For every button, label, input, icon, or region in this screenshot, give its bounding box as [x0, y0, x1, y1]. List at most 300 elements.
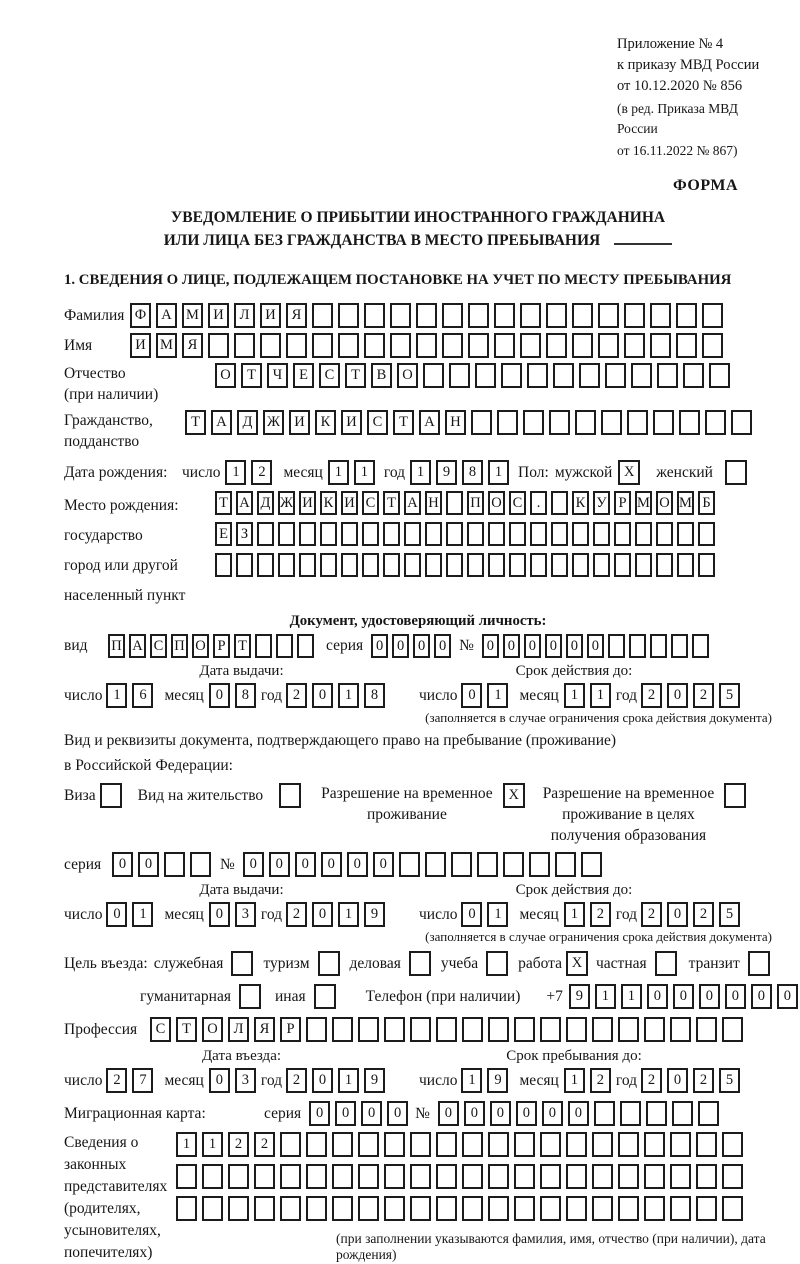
char-cell[interactable]	[176, 1164, 197, 1189]
char-cell[interactable]: 1	[564, 683, 585, 708]
purpose-sluzhebnaya-checkbox[interactable]	[231, 951, 253, 976]
char-cell[interactable]	[551, 491, 568, 515]
char-cell[interactable]: Ж	[278, 491, 295, 515]
char-cell[interactable]	[624, 333, 645, 358]
char-cell[interactable]	[709, 363, 730, 388]
char-cell[interactable]	[566, 1017, 587, 1042]
char-cell[interactable]	[594, 1101, 615, 1126]
residence-valid-year[interactable]	[641, 902, 745, 927]
char-cell[interactable]	[618, 1196, 639, 1221]
char-cell[interactable]	[332, 1196, 353, 1221]
char-cell[interactable]: Т	[185, 410, 206, 435]
char-cell[interactable]: М	[156, 333, 177, 358]
char-cell[interactable]: 2	[590, 1068, 611, 1093]
char-cell[interactable]	[631, 363, 652, 388]
char-cell[interactable]: Ф	[130, 303, 151, 328]
char-cell[interactable]: 1	[461, 1068, 482, 1093]
char-cell[interactable]	[592, 1132, 613, 1157]
char-cell[interactable]	[653, 410, 674, 435]
stay-year[interactable]	[641, 1068, 745, 1093]
char-cell[interactable]	[514, 1196, 535, 1221]
char-cell[interactable]	[592, 1164, 613, 1189]
char-cell[interactable]: 0	[438, 1101, 459, 1126]
birth-place-line1[interactable]	[215, 491, 719, 515]
char-cell[interactable]	[696, 1017, 717, 1042]
char-cell[interactable]: 2	[641, 683, 662, 708]
char-cell[interactable]: 9	[436, 460, 457, 485]
char-cell[interactable]	[644, 1017, 665, 1042]
char-cell[interactable]	[278, 553, 295, 577]
char-cell[interactable]	[286, 333, 307, 358]
char-cell[interactable]: 2	[106, 1068, 127, 1093]
char-cell[interactable]	[390, 333, 411, 358]
char-cell[interactable]	[202, 1164, 223, 1189]
char-cell[interactable]: И	[289, 410, 310, 435]
char-cell[interactable]	[468, 333, 489, 358]
char-cell[interactable]: И	[260, 303, 281, 328]
char-cell[interactable]: Д	[257, 491, 274, 515]
char-cell[interactable]: С	[150, 634, 167, 658]
char-cell[interactable]	[705, 410, 726, 435]
char-cell[interactable]	[384, 1132, 405, 1157]
char-cell[interactable]	[672, 1101, 693, 1126]
char-cell[interactable]: 0	[524, 634, 541, 658]
char-cell[interactable]	[306, 1164, 327, 1189]
char-cell[interactable]	[446, 553, 463, 577]
profession-input[interactable]	[150, 1017, 748, 1042]
char-cell[interactable]	[646, 1101, 667, 1126]
char-cell[interactable]: 9	[487, 1068, 508, 1093]
char-cell[interactable]	[676, 333, 697, 358]
char-cell[interactable]	[358, 1132, 379, 1157]
char-cell[interactable]	[579, 363, 600, 388]
char-cell[interactable]: Т	[345, 363, 366, 388]
char-cell[interactable]	[722, 1017, 743, 1042]
char-cell[interactable]	[656, 522, 673, 546]
purpose-inaya-checkbox[interactable]	[314, 984, 336, 1009]
char-cell[interactable]	[436, 1196, 457, 1221]
char-cell[interactable]	[644, 1132, 665, 1157]
char-cell[interactable]	[254, 1164, 275, 1189]
char-cell[interactable]	[425, 553, 442, 577]
char-cell[interactable]: 2	[693, 902, 714, 927]
char-cell[interactable]	[514, 1017, 535, 1042]
char-cell[interactable]	[362, 522, 379, 546]
char-cell[interactable]	[364, 303, 385, 328]
char-cell[interactable]: 0	[751, 984, 772, 1009]
char-cell[interactable]: Т	[241, 363, 262, 388]
char-cell[interactable]	[696, 1164, 717, 1189]
residence-valid-month[interactable]	[564, 902, 616, 927]
char-cell[interactable]	[462, 1132, 483, 1157]
char-cell[interactable]: 1	[328, 460, 349, 485]
char-cell[interactable]	[527, 363, 548, 388]
char-cell[interactable]	[618, 1132, 639, 1157]
char-cell[interactable]	[446, 491, 463, 515]
char-cell[interactable]	[404, 553, 421, 577]
char-cell[interactable]	[650, 333, 671, 358]
char-cell[interactable]	[488, 1164, 509, 1189]
char-cell[interactable]: 0	[209, 1068, 230, 1093]
char-cell[interactable]	[257, 553, 274, 577]
char-cell[interactable]: К	[320, 491, 337, 515]
char-cell[interactable]	[620, 1101, 641, 1126]
purpose-gumanitarnaya-checkbox[interactable]	[239, 984, 261, 1009]
char-cell[interactable]	[529, 852, 550, 877]
char-cell[interactable]	[656, 553, 673, 577]
char-cell[interactable]: З	[236, 522, 253, 546]
char-cell[interactable]: 0	[777, 984, 798, 1009]
char-cell[interactable]	[276, 634, 293, 658]
char-cell[interactable]	[731, 410, 752, 435]
char-cell[interactable]: 0	[461, 902, 482, 927]
char-cell[interactable]: 1	[564, 1068, 585, 1093]
char-cell[interactable]	[280, 1164, 301, 1189]
char-cell[interactable]	[644, 1164, 665, 1189]
char-cell[interactable]: 2	[251, 460, 272, 485]
char-cell[interactable]	[410, 1196, 431, 1221]
char-cell[interactable]	[671, 634, 688, 658]
char-cell[interactable]: 2	[286, 902, 307, 927]
char-cell[interactable]	[601, 410, 622, 435]
char-cell[interactable]	[468, 303, 489, 328]
residence-series-input[interactable]	[112, 852, 216, 877]
char-cell[interactable]	[598, 333, 619, 358]
char-cell[interactable]: 0	[106, 902, 127, 927]
char-cell[interactable]	[442, 333, 463, 358]
char-cell[interactable]	[215, 553, 232, 577]
char-cell[interactable]	[425, 852, 446, 877]
residence-issue-year[interactable]	[286, 902, 390, 927]
char-cell[interactable]	[338, 333, 359, 358]
char-cell[interactable]: 0	[243, 852, 264, 877]
char-cell[interactable]	[280, 1196, 301, 1221]
char-cell[interactable]	[358, 1196, 379, 1221]
char-cell[interactable]	[551, 553, 568, 577]
char-cell[interactable]	[555, 852, 576, 877]
char-cell[interactable]: Р	[213, 634, 230, 658]
char-cell[interactable]	[467, 553, 484, 577]
char-cell[interactable]: 0	[482, 634, 499, 658]
char-cell[interactable]	[540, 1132, 561, 1157]
char-cell[interactable]	[462, 1017, 483, 1042]
char-cell[interactable]	[383, 553, 400, 577]
char-cell[interactable]: 0	[347, 852, 368, 877]
representatives-line3[interactable]	[176, 1196, 772, 1221]
char-cell[interactable]: С	[509, 491, 526, 515]
char-cell[interactable]	[425, 522, 442, 546]
identity-issue-month[interactable]	[209, 683, 261, 708]
char-cell[interactable]	[260, 333, 281, 358]
purpose-ucheba-checkbox[interactable]	[486, 951, 508, 976]
char-cell[interactable]: 5	[719, 902, 740, 927]
identity-valid-month[interactable]	[564, 683, 616, 708]
char-cell[interactable]	[598, 303, 619, 328]
char-cell[interactable]: 1	[106, 683, 127, 708]
char-cell[interactable]: 1	[621, 984, 642, 1009]
char-cell[interactable]: Ч	[267, 363, 288, 388]
char-cell[interactable]: 1	[202, 1132, 223, 1157]
char-cell[interactable]: 2	[693, 1068, 714, 1093]
stay-month[interactable]	[564, 1068, 616, 1093]
char-cell[interactable]: 2	[590, 902, 611, 927]
temp-edu-checkbox[interactable]	[724, 783, 746, 808]
doc-series-input[interactable]	[371, 634, 455, 658]
char-cell[interactable]: 2	[693, 683, 714, 708]
char-cell[interactable]: С	[319, 363, 340, 388]
char-cell[interactable]	[696, 1196, 717, 1221]
char-cell[interactable]	[520, 333, 541, 358]
char-cell[interactable]: П	[108, 634, 125, 658]
char-cell[interactable]: 0	[112, 852, 133, 877]
char-cell[interactable]	[629, 634, 646, 658]
char-cell[interactable]	[362, 553, 379, 577]
char-cell[interactable]: О	[215, 363, 236, 388]
char-cell[interactable]: 0	[309, 1101, 330, 1126]
char-cell[interactable]	[176, 1196, 197, 1221]
char-cell[interactable]	[683, 363, 704, 388]
char-cell[interactable]: П	[171, 634, 188, 658]
char-cell[interactable]	[488, 1132, 509, 1157]
char-cell[interactable]: 0	[434, 634, 451, 658]
char-cell[interactable]	[404, 522, 421, 546]
char-cell[interactable]	[255, 634, 272, 658]
char-cell[interactable]: О	[192, 634, 209, 658]
char-cell[interactable]	[670, 1164, 691, 1189]
residence-number-input[interactable]	[243, 852, 607, 877]
char-cell[interactable]: 0	[295, 852, 316, 877]
residence-valid-day[interactable]	[461, 902, 513, 927]
char-cell[interactable]: А	[156, 303, 177, 328]
char-cell[interactable]: .	[530, 491, 547, 515]
char-cell[interactable]: Я	[182, 333, 203, 358]
char-cell[interactable]: 7	[132, 1068, 153, 1093]
char-cell[interactable]	[164, 852, 185, 877]
char-cell[interactable]: У	[593, 491, 610, 515]
char-cell[interactable]	[549, 410, 570, 435]
char-cell[interactable]: Д	[237, 410, 258, 435]
char-cell[interactable]	[497, 410, 518, 435]
char-cell[interactable]	[471, 410, 492, 435]
char-cell[interactable]: 0	[373, 852, 394, 877]
char-cell[interactable]	[410, 1017, 431, 1042]
char-cell[interactable]: 5	[719, 683, 740, 708]
birth-place-line2[interactable]	[215, 522, 719, 546]
female-checkbox[interactable]	[725, 460, 747, 485]
char-cell[interactable]: А	[404, 491, 421, 515]
char-cell[interactable]	[593, 553, 610, 577]
char-cell[interactable]	[341, 522, 358, 546]
char-cell[interactable]	[593, 522, 610, 546]
char-cell[interactable]: 2	[286, 1068, 307, 1093]
char-cell[interactable]	[581, 852, 602, 877]
char-cell[interactable]	[488, 1196, 509, 1221]
char-cell[interactable]: 0	[209, 902, 230, 927]
char-cell[interactable]	[722, 1164, 743, 1189]
residence-issue-month[interactable]	[209, 902, 261, 927]
char-cell[interactable]	[608, 634, 625, 658]
char-cell[interactable]: Т	[234, 634, 251, 658]
purpose-tranzit-checkbox[interactable]	[748, 951, 770, 976]
char-cell[interactable]	[514, 1132, 535, 1157]
char-cell[interactable]	[679, 410, 700, 435]
char-cell[interactable]	[540, 1164, 561, 1189]
char-cell[interactable]: Н	[425, 491, 442, 515]
char-cell[interactable]	[494, 333, 515, 358]
char-cell[interactable]: 5	[719, 1068, 740, 1093]
purpose-delovaya-checkbox[interactable]	[409, 951, 431, 976]
char-cell[interactable]: В	[371, 363, 392, 388]
char-cell[interactable]: К	[315, 410, 336, 435]
char-cell[interactable]	[338, 303, 359, 328]
char-cell[interactable]: 0	[667, 902, 688, 927]
char-cell[interactable]: Л	[228, 1017, 249, 1042]
char-cell[interactable]: Е	[215, 522, 232, 546]
char-cell[interactable]	[320, 553, 337, 577]
char-cell[interactable]	[572, 303, 593, 328]
char-cell[interactable]	[477, 852, 498, 877]
temp-permit-checkbox[interactable]: X	[503, 783, 525, 808]
char-cell[interactable]: 0	[312, 1068, 333, 1093]
birth-day-input[interactable]	[225, 460, 277, 485]
char-cell[interactable]	[572, 553, 589, 577]
char-cell[interactable]	[702, 333, 723, 358]
char-cell[interactable]	[566, 1164, 587, 1189]
char-cell[interactable]	[520, 303, 541, 328]
char-cell[interactable]	[306, 1196, 327, 1221]
char-cell[interactable]	[605, 363, 626, 388]
char-cell[interactable]	[670, 1132, 691, 1157]
char-cell[interactable]: 9	[364, 902, 385, 927]
char-cell[interactable]	[297, 634, 314, 658]
char-cell[interactable]	[202, 1196, 223, 1221]
char-cell[interactable]	[509, 553, 526, 577]
char-cell[interactable]	[358, 1017, 379, 1042]
char-cell[interactable]: 1	[176, 1132, 197, 1157]
char-cell[interactable]: 0	[516, 1101, 537, 1126]
char-cell[interactable]	[540, 1017, 561, 1042]
char-cell[interactable]: Л	[234, 303, 255, 328]
char-cell[interactable]	[657, 363, 678, 388]
char-cell[interactable]: 0	[647, 984, 668, 1009]
char-cell[interactable]	[566, 1196, 587, 1221]
representatives-line2[interactable]	[176, 1164, 772, 1189]
char-cell[interactable]: А	[236, 491, 253, 515]
char-cell[interactable]: 1	[338, 902, 359, 927]
char-cell[interactable]: Е	[293, 363, 314, 388]
char-cell[interactable]: 9	[569, 984, 590, 1009]
char-cell[interactable]	[523, 410, 544, 435]
char-cell[interactable]	[650, 634, 667, 658]
citizenship-input[interactable]	[185, 410, 757, 435]
char-cell[interactable]: 1	[338, 683, 359, 708]
char-cell[interactable]	[546, 303, 567, 328]
char-cell[interactable]	[572, 522, 589, 546]
char-cell[interactable]: 0	[269, 852, 290, 877]
char-cell[interactable]	[722, 1132, 743, 1157]
char-cell[interactable]	[624, 303, 645, 328]
char-cell[interactable]: Б	[698, 491, 715, 515]
char-cell[interactable]: 0	[361, 1101, 382, 1126]
identity-valid-day[interactable]	[461, 683, 513, 708]
char-cell[interactable]: М	[677, 491, 694, 515]
char-cell[interactable]: 1	[225, 460, 246, 485]
char-cell[interactable]: 0	[587, 634, 604, 658]
char-cell[interactable]	[254, 1196, 275, 1221]
char-cell[interactable]: М	[635, 491, 652, 515]
char-cell[interactable]	[236, 553, 253, 577]
char-cell[interactable]: И	[208, 303, 229, 328]
char-cell[interactable]	[494, 303, 515, 328]
char-cell[interactable]: И	[341, 410, 362, 435]
char-cell[interactable]: 8	[364, 683, 385, 708]
char-cell[interactable]: О	[397, 363, 418, 388]
char-cell[interactable]: 0	[545, 634, 562, 658]
char-cell[interactable]: 2	[641, 1068, 662, 1093]
char-cell[interactable]: О	[202, 1017, 223, 1042]
char-cell[interactable]: 0	[699, 984, 720, 1009]
char-cell[interactable]: 0	[490, 1101, 511, 1126]
char-cell[interactable]	[635, 553, 652, 577]
char-cell[interactable]: Т	[383, 491, 400, 515]
char-cell[interactable]: Р	[280, 1017, 301, 1042]
char-cell[interactable]: Т	[215, 491, 232, 515]
char-cell[interactable]: 0	[138, 852, 159, 877]
char-cell[interactable]	[451, 852, 472, 877]
char-cell[interactable]	[278, 522, 295, 546]
char-cell[interactable]	[399, 852, 420, 877]
char-cell[interactable]: 0	[387, 1101, 408, 1126]
residence-issue-day[interactable]	[106, 902, 158, 927]
char-cell[interactable]	[551, 522, 568, 546]
char-cell[interactable]: 1	[595, 984, 616, 1009]
char-cell[interactable]: 3	[235, 1068, 256, 1093]
patronymic-input[interactable]	[215, 363, 735, 388]
char-cell[interactable]: Н	[445, 410, 466, 435]
char-cell[interactable]: 0	[312, 902, 333, 927]
char-cell[interactable]	[553, 363, 574, 388]
char-cell[interactable]	[514, 1164, 535, 1189]
char-cell[interactable]	[501, 363, 522, 388]
char-cell[interactable]: 2	[254, 1132, 275, 1157]
char-cell[interactable]	[257, 522, 274, 546]
char-cell[interactable]: К	[572, 491, 589, 515]
char-cell[interactable]	[410, 1132, 431, 1157]
char-cell[interactable]: А	[419, 410, 440, 435]
char-cell[interactable]	[436, 1164, 457, 1189]
char-cell[interactable]: С	[367, 410, 388, 435]
doc-number-input[interactable]	[482, 634, 713, 658]
identity-issue-year[interactable]	[286, 683, 390, 708]
stay-day[interactable]	[461, 1068, 513, 1093]
birth-year-input[interactable]	[410, 460, 514, 485]
char-cell[interactable]	[358, 1164, 379, 1189]
char-cell[interactable]: 0	[667, 1068, 688, 1093]
phone-input[interactable]	[569, 984, 800, 1009]
char-cell[interactable]	[332, 1017, 353, 1042]
char-cell[interactable]	[475, 363, 496, 388]
char-cell[interactable]	[190, 852, 211, 877]
char-cell[interactable]: 0	[371, 634, 388, 658]
char-cell[interactable]	[546, 333, 567, 358]
char-cell[interactable]: 8	[235, 683, 256, 708]
char-cell[interactable]: 1	[564, 902, 585, 927]
char-cell[interactable]	[627, 410, 648, 435]
identity-issue-day[interactable]	[106, 683, 158, 708]
char-cell[interactable]	[384, 1017, 405, 1042]
char-cell[interactable]: И	[130, 333, 151, 358]
char-cell[interactable]	[540, 1196, 561, 1221]
